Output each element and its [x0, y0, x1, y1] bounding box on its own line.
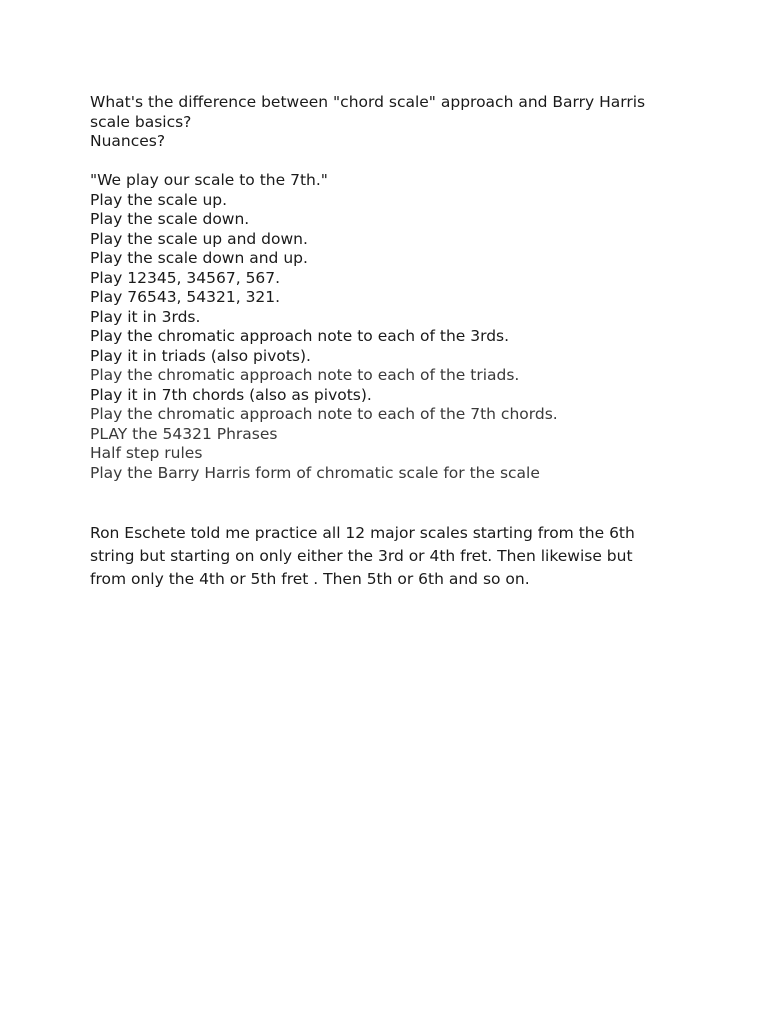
practice-line-7: Play 76543, 54321, 321. — [90, 288, 281, 306]
practice-line-10: Play it in triads (also pivots). — [90, 346, 311, 365]
intro-line-3: Nuances? — [90, 132, 166, 150]
intro-block — [90, 93, 690, 152]
intro-line-1: What's the difference between "chord scale" approach and Barry Harris — [90, 93, 646, 111]
practice-line-1: "We play our scale to the 7th." — [90, 171, 328, 189]
practice-line-5: Play the scale down and up. — [90, 249, 308, 267]
practice-line-6: Play 12345, 34567, 567. — [90, 268, 281, 287]
practice-line-16: Play the Barry Harris form of chromatic scale for the scale — [90, 463, 540, 482]
practice-line-4: Play the scale up and down. — [90, 229, 308, 248]
ron-paragraph-line-3: from only the 4th or 5th fret . Then 5th or 6th and so on. — [90, 570, 530, 588]
intro-line-2: scale basics? — [90, 112, 192, 131]
practice-line-14: PLAY the 54321 Phrases — [90, 424, 278, 443]
practice-list — [90, 171, 690, 483]
practice-line-15: Half step rules — [90, 444, 203, 462]
practice-line-12: Play it in 7th chords (also as pivots). — [90, 385, 372, 404]
practice-line-8: Play it in 3rds. — [90, 307, 201, 326]
practice-line-13: Play the chromatic approach note to each of the 7th chords. — [90, 405, 558, 423]
practice-line-9: Play the chromatic approach note to each of the 3rds. — [90, 327, 510, 345]
practice-line-2: Play the scale up. — [90, 190, 228, 209]
ron-eschete-paragraph — [90, 522, 690, 591]
practice-line-3: Play the scale down. — [90, 210, 250, 228]
ron-paragraph-line-2: string but starting on only either the 3rd or 4th fret. Then likewise but — [90, 547, 633, 565]
document-body — [90, 93, 690, 591]
practice-line-11: Play the chromatic approach note to each of the triads. — [90, 366, 520, 384]
ron-paragraph-line-1: Ron Eschete told me practice all 12 major scales starting from the 6th — [90, 524, 635, 542]
spacer — [90, 483, 690, 522]
spacer — [90, 152, 690, 172]
